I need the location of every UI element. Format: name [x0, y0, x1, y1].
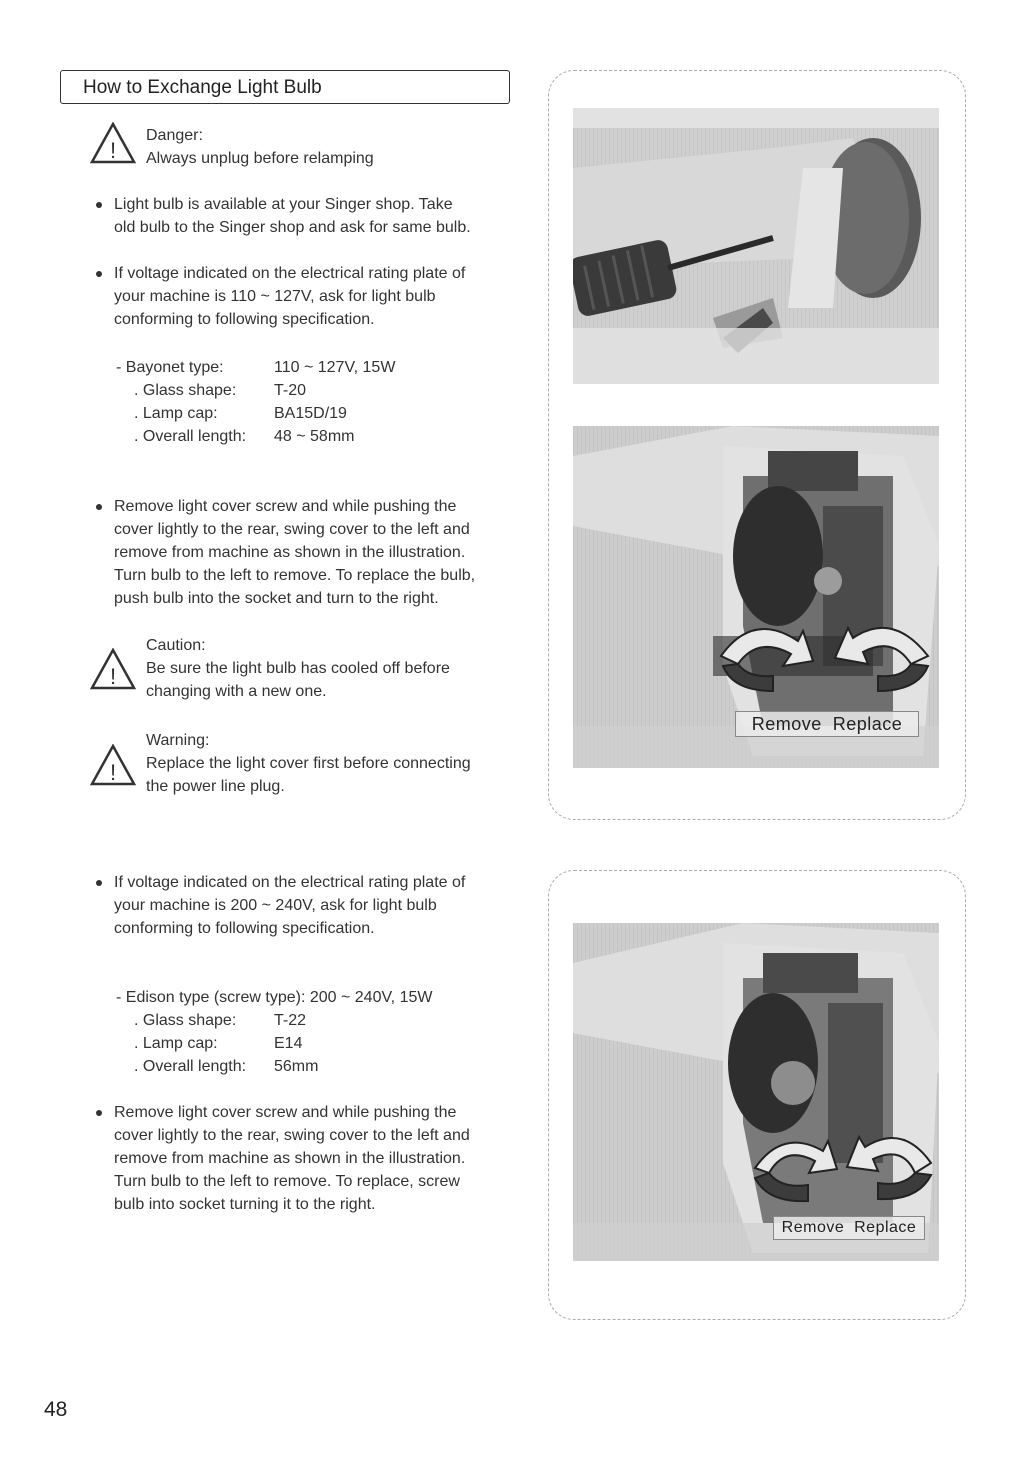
- danger-text: Always unplug before relamping: [146, 150, 374, 167]
- spec-value: 110 ~ 127V, 15W: [274, 359, 396, 376]
- svg-text:!: !: [109, 760, 117, 785]
- edison-bulb-photo: [573, 923, 939, 1261]
- text-line: cover lightly to the rear, swing cover to the left and: [114, 521, 470, 538]
- spec-value: 200 ~ 240V, 15W: [305, 989, 433, 1006]
- page-number: 48: [44, 1398, 68, 1421]
- light-cover-screw-photo: [573, 108, 939, 384]
- text-line: If voltage indicated on the electrical rating plate of: [114, 265, 466, 282]
- warning-triangle-icon: [90, 744, 136, 786]
- text-line: cover lightly to the rear, swing cover to the left and: [114, 1127, 470, 1144]
- spec-row: [116, 1055, 432, 1078]
- spec-row: [116, 425, 395, 448]
- spec-key: . Lamp cap:: [134, 405, 218, 422]
- text-line: Turn bulb to the left to remove. To replace the bulb,: [114, 567, 476, 584]
- bullet-dot: [96, 880, 102, 886]
- text-line: Remove light cover screw and while pushing the: [114, 1104, 457, 1121]
- text-line: Be sure the light bulb has cooled off before: [146, 660, 450, 677]
- spec-value: T-20: [274, 382, 307, 399]
- bullet-voltage-200: [114, 871, 465, 940]
- spec-bayonet: [116, 356, 395, 448]
- warning-block: [146, 729, 471, 798]
- caution-triangle-icon: [90, 648, 136, 690]
- text-line: remove from machine as shown in the illustration.: [114, 544, 466, 561]
- warning-heading: Warning:: [146, 732, 210, 749]
- spec-value: E14: [274, 1035, 303, 1052]
- svg-text:!: !: [109, 138, 117, 163]
- spec-value: T-22: [274, 1012, 307, 1029]
- spec-row: [116, 986, 432, 1009]
- caution-heading: Caution:: [146, 637, 206, 654]
- text-line: conforming to following specification.: [114, 920, 375, 937]
- text-line: Replace the light cover first before connecting: [146, 755, 471, 772]
- warning-triangle-icon: [90, 122, 136, 164]
- spec-row: [116, 356, 395, 379]
- spec-row: [116, 379, 395, 402]
- text-line: conforming to following specification.: [114, 311, 375, 328]
- text-line: Turn bulb to the left to remove. To replace, screw: [114, 1173, 460, 1190]
- text-line: bulb into socket turning it to the right.: [114, 1196, 376, 1213]
- spec-key: - Edison type (screw type):: [116, 989, 306, 1006]
- svg-text:!: !: [109, 664, 117, 689]
- spec-key: . Overall length:: [134, 1058, 247, 1075]
- danger-heading: Danger:: [146, 127, 203, 144]
- spec-row: [116, 1032, 432, 1055]
- text-line: remove from machine as shown in the illustration.: [114, 1150, 466, 1167]
- spec-row: [116, 1009, 432, 1032]
- spec-key: . Glass shape:: [134, 382, 237, 399]
- bullet-voltage-110: [114, 262, 465, 331]
- text-line: your machine is 110 ~ 127V, ask for light bulb: [114, 288, 436, 305]
- bullet-remove-edison: [114, 1101, 470, 1216]
- spec-value: 56mm: [274, 1058, 319, 1075]
- text-line: Light bulb is available at your Singer shop. Take: [114, 196, 453, 213]
- spec-row: [116, 402, 395, 425]
- spec-value: 48 ~ 58mm: [274, 428, 355, 445]
- spec-key: - Bayonet type:: [116, 359, 224, 376]
- bullet-dot: [96, 1110, 102, 1116]
- bullet-remove-bayonet: [114, 495, 475, 610]
- text-line: push bulb into the socket and turn to the right.: [114, 590, 439, 607]
- bullet-dot: [96, 271, 102, 277]
- spec-edison: [116, 986, 432, 1078]
- spec-key: . Lamp cap:: [134, 1035, 218, 1052]
- spec-value: BA15D/19: [274, 405, 347, 422]
- page-title-text: How to Exchange Light Bulb: [83, 77, 322, 98]
- bullet-availability: [114, 193, 471, 239]
- text-line: changing with a new one.: [146, 683, 327, 700]
- text-line: old bulb to the Singer shop and ask for same bulb.: [114, 219, 471, 236]
- bullet-dot: [96, 202, 102, 208]
- bullet-dot: [96, 504, 102, 510]
- remove-replace-label: Remove Replace: [735, 711, 919, 737]
- remove-replace-label: Remove Replace: [773, 1216, 925, 1240]
- text-line: the power line plug.: [146, 778, 285, 795]
- text-line: Remove light cover screw and while pushing the: [114, 498, 457, 515]
- page-title: [60, 70, 510, 104]
- text-line: your machine is 200 ~ 240V, ask for light bulb: [114, 897, 437, 914]
- spec-key: . Glass shape:: [134, 1012, 237, 1029]
- spec-key: . Overall length:: [134, 428, 247, 445]
- text-line: If voltage indicated on the electrical rating plate of: [114, 874, 466, 891]
- caution-block: [146, 634, 450, 703]
